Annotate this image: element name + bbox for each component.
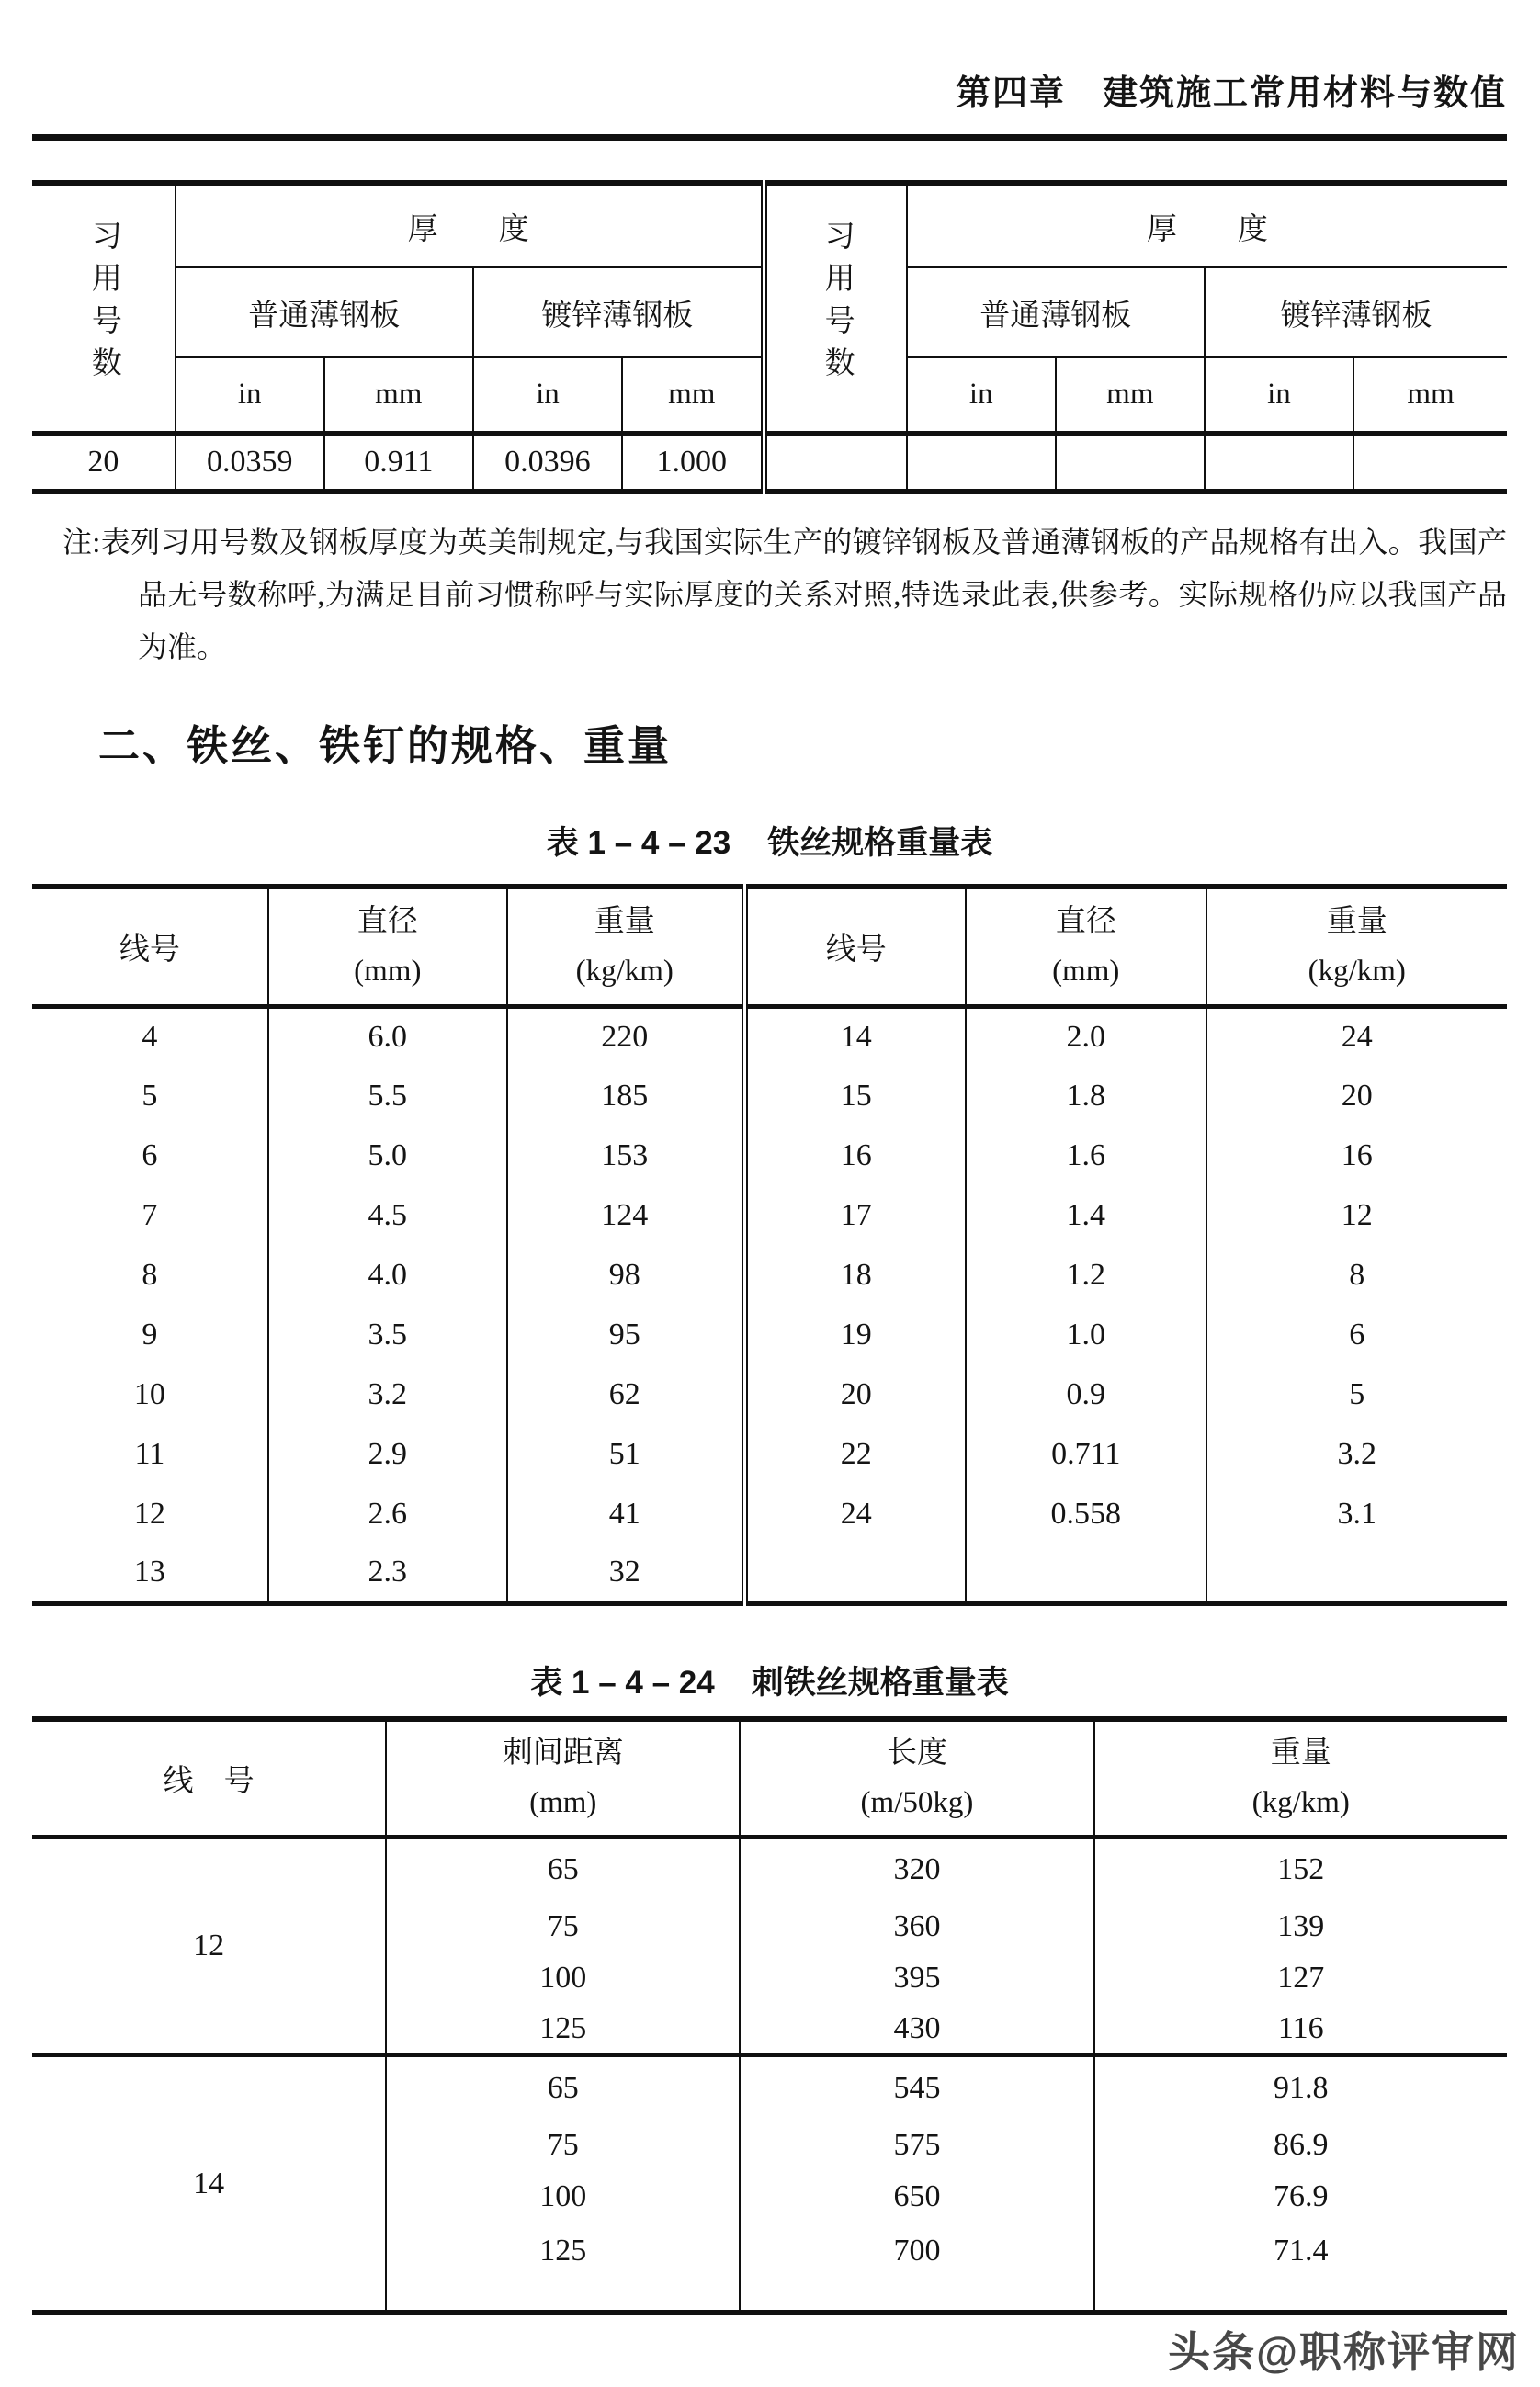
- watermark: 头条@职称评审网: [1168, 2328, 1520, 2376]
- table-row: [32, 2055, 1507, 2120]
- section-heading: 二、铁丝、铁钉的规格、重量: [98, 723, 673, 769]
- col-header-weight: 重量 (kg/km): [1206, 887, 1507, 1006]
- table-cell: 430: [740, 2004, 1093, 2055]
- table-cell: [907, 433, 1056, 492]
- table-number: 表 1 – 4 – 23: [546, 825, 731, 861]
- table-cell: 1.2: [966, 1245, 1206, 1305]
- table-cell: 0.0396: [473, 433, 622, 492]
- steel-plate-table: [32, 180, 1507, 494]
- table-cell: 0.558: [966, 1484, 1206, 1544]
- table-cell: 1.4: [966, 1185, 1206, 1245]
- table-cell: [966, 1544, 1206, 1603]
- unit-header-in: in: [176, 357, 324, 433]
- table-cell: 1.8: [966, 1066, 1206, 1126]
- wire-group-12: [32, 1837, 1507, 2055]
- table-row: [32, 433, 1507, 492]
- table-cell: [744, 1544, 966, 1603]
- table-row: [32, 1424, 1507, 1484]
- table-row: [32, 1245, 1507, 1305]
- corner-label-right: [764, 183, 907, 433]
- unit-header-in: in: [1205, 357, 1353, 433]
- table-cell: 41: [507, 1484, 744, 1544]
- plain-sheet-header: 普通薄钢板: [176, 267, 473, 357]
- table-cell: 65: [386, 1837, 740, 1901]
- table-cell: 185: [507, 1066, 744, 1126]
- table-cell: 139: [1094, 1901, 1507, 1952]
- table-cell: 700: [740, 2223, 1093, 2313]
- table-cell: 4: [142, 1019, 158, 1054]
- table-cell: 7: [142, 1197, 158, 1232]
- table-cell: 1.0: [966, 1305, 1206, 1364]
- table-cell: 10: [133, 1376, 165, 1411]
- table-cell: 2.9: [268, 1424, 507, 1484]
- gauge-number-label: 习用号数: [820, 219, 854, 389]
- table-cell: 3.2: [1206, 1424, 1507, 1484]
- table-cell: 153: [507, 1126, 744, 1185]
- table-cell: 116: [1094, 2004, 1507, 2055]
- table-cell: 220: [507, 1006, 744, 1066]
- unit-header-mm: mm: [1353, 357, 1507, 433]
- table-row: [32, 1837, 1507, 1901]
- table-cell: 8: [142, 1257, 158, 1292]
- table-cell: 24: [744, 1484, 966, 1544]
- table-cell: 6: [1206, 1305, 1507, 1364]
- table-cell: 75: [386, 2120, 740, 2171]
- table-cell: 3.5: [268, 1305, 507, 1364]
- table-cell: 650: [740, 2171, 1093, 2223]
- unit-header-in: in: [907, 357, 1056, 433]
- thickness-header-left: 厚 度: [176, 183, 764, 267]
- table-cell: 51: [507, 1424, 744, 1484]
- table-cell: 13: [133, 1555, 165, 1589]
- barbed-table-title: [32, 1657, 1507, 1703]
- unit-header-mm: mm: [1056, 357, 1205, 433]
- table-cell: 2.6: [268, 1484, 507, 1544]
- table-cell: 12: [133, 1496, 165, 1531]
- table-cell: 1.6: [966, 1126, 1206, 1185]
- table-cell: 24: [1206, 1006, 1507, 1066]
- col-header-diameter: 直径 (mm): [966, 887, 1206, 1006]
- table-cell: 100: [386, 2171, 740, 2223]
- gauge-number-label: 习用号数: [86, 219, 120, 389]
- unit-header-in: in: [473, 357, 622, 433]
- table-cell: 575: [740, 2120, 1093, 2171]
- col-header-weight: 重量 (kg/km): [507, 887, 744, 1006]
- wire-table-title: [32, 818, 1507, 864]
- table-name: 铁丝规格重量表: [767, 825, 993, 861]
- table-cell: 2.3: [268, 1544, 507, 1603]
- col-header-wire-no: 线 号: [32, 1719, 386, 1837]
- table-cell: 5: [142, 1078, 158, 1113]
- table-cell: 9: [142, 1317, 158, 1352]
- table-cell: 127: [1094, 1952, 1507, 2004]
- table-cell: 320: [740, 1837, 1093, 1901]
- table-cell: 22: [744, 1424, 966, 1484]
- table-cell: 8: [1206, 1245, 1507, 1305]
- table-cell: 62: [507, 1364, 744, 1424]
- table-cell: 6: [142, 1137, 158, 1172]
- table-number: 表 1 – 4 – 24: [530, 1665, 715, 1701]
- group-wire-no: 12: [193, 1929, 225, 1963]
- col-header-length: 长度 (m/50kg): [740, 1719, 1093, 1837]
- table-cell: 20: [1206, 1066, 1507, 1126]
- table-cell: 3.2: [268, 1364, 507, 1424]
- table-cell: 0.711: [966, 1424, 1206, 1484]
- table-cell: 91.8: [1094, 2055, 1507, 2120]
- table-cell: 75: [386, 1901, 740, 1952]
- table-cell: 6.0: [268, 1006, 507, 1066]
- table-cell: 19: [744, 1305, 966, 1364]
- table-cell: 18: [744, 1245, 966, 1305]
- plain-sheet-header: 普通薄钢板: [907, 267, 1205, 357]
- galvanized-sheet-header: 镀锌薄钢板: [473, 267, 764, 357]
- barbed-wire-table: [32, 1716, 1507, 2315]
- table-name: 刺铁丝规格重量表: [751, 1665, 1009, 1701]
- chapter-header: 第四章 建筑施工常用材料与数值: [955, 74, 1507, 113]
- wire-group-14: [32, 2055, 1507, 2313]
- table-cell: 0.911: [324, 433, 473, 492]
- table-cell: 17: [744, 1185, 966, 1245]
- col-header-diameter: 直径 (mm): [268, 887, 507, 1006]
- table-cell: 15: [744, 1066, 966, 1126]
- table-row: [32, 1126, 1507, 1185]
- table-cell: 0.9: [966, 1364, 1206, 1424]
- note-label: 注:: [62, 526, 101, 559]
- col-header-barb-spacing: 刺间距离 (mm): [386, 1719, 740, 1837]
- table-cell: 395: [740, 1952, 1093, 2004]
- table-cell: 20: [32, 433, 176, 492]
- table-cell: 125: [386, 2223, 740, 2313]
- table-cell: [1056, 433, 1205, 492]
- table-cell: 16: [744, 1126, 966, 1185]
- table-cell: 2.0: [966, 1006, 1206, 1066]
- table-cell: 100: [386, 1952, 740, 2004]
- unit-header-mm: mm: [324, 357, 473, 433]
- table-cell: 12: [1206, 1185, 1507, 1245]
- table-cell: 5.0: [268, 1126, 507, 1185]
- table-row: [32, 1006, 1507, 1066]
- table-cell: 360: [740, 1901, 1093, 1952]
- table-cell: 0.0359: [176, 433, 324, 492]
- table-cell: 14: [744, 1006, 966, 1066]
- table-cell: 545: [740, 2055, 1093, 2120]
- table-cell: [1206, 1544, 1507, 1603]
- header-rule: [32, 134, 1507, 141]
- table-cell: [1205, 433, 1353, 492]
- table-cell: 32: [507, 1544, 744, 1603]
- table-cell: 76.9: [1094, 2171, 1507, 2223]
- table-cell: 4.0: [268, 1245, 507, 1305]
- table-cell: 1.000: [622, 433, 764, 492]
- corner-label-left: [32, 183, 176, 433]
- table-cell: 5.5: [268, 1066, 507, 1126]
- galvanized-sheet-header: 镀锌薄钢板: [1205, 267, 1507, 357]
- table-cell: 98: [507, 1245, 744, 1305]
- table-cell: [764, 433, 907, 492]
- table-cell: 11: [134, 1436, 165, 1471]
- table-cell: 95: [507, 1305, 744, 1364]
- table-note: [62, 516, 1507, 673]
- table-cell: 71.4: [1094, 2223, 1507, 2313]
- col-header-wire-no: 线号: [32, 887, 268, 1006]
- table-cell: 16: [1206, 1126, 1507, 1185]
- wire-spec-table: [32, 884, 1507, 1606]
- note-text: 表列习用号数及钢板厚度为英美制规定,与我国实际生产的镀锌钢板及普通薄钢板的产品规格有出入。我国产品无号数称呼,为满足目前习惯称呼与实际厚度的关系对照,特选录此表,供参考。实际规格仍应以我国产品为准。: [100, 526, 1507, 663]
- table-cell: 20: [744, 1364, 966, 1424]
- table-cell: [1353, 433, 1507, 492]
- table-cell: 125: [386, 2004, 740, 2055]
- table-row: [32, 1185, 1507, 1245]
- table-cell: 3.1: [1206, 1484, 1507, 1544]
- unit-header-mm: mm: [622, 357, 764, 433]
- group-wire-no: 14: [193, 2166, 225, 2200]
- table-row: [32, 1066, 1507, 1126]
- col-header-weight: 重量 (kg/km): [1094, 1719, 1507, 1837]
- table-cell: 152: [1094, 1837, 1507, 1901]
- table-row: [32, 1305, 1507, 1364]
- table-cell: 5: [1206, 1364, 1507, 1424]
- table-cell: 4.5: [268, 1185, 507, 1245]
- table-cell: 86.9: [1094, 2120, 1507, 2171]
- table-cell: 124: [507, 1185, 744, 1245]
- table-cell: 65: [386, 2055, 740, 2120]
- thickness-header-right: 厚 度: [907, 183, 1507, 267]
- table-row: [32, 1544, 1507, 1603]
- col-header-wire-no: 线号: [744, 887, 966, 1006]
- table-row: [32, 1484, 1507, 1544]
- table-row: [32, 1364, 1507, 1424]
